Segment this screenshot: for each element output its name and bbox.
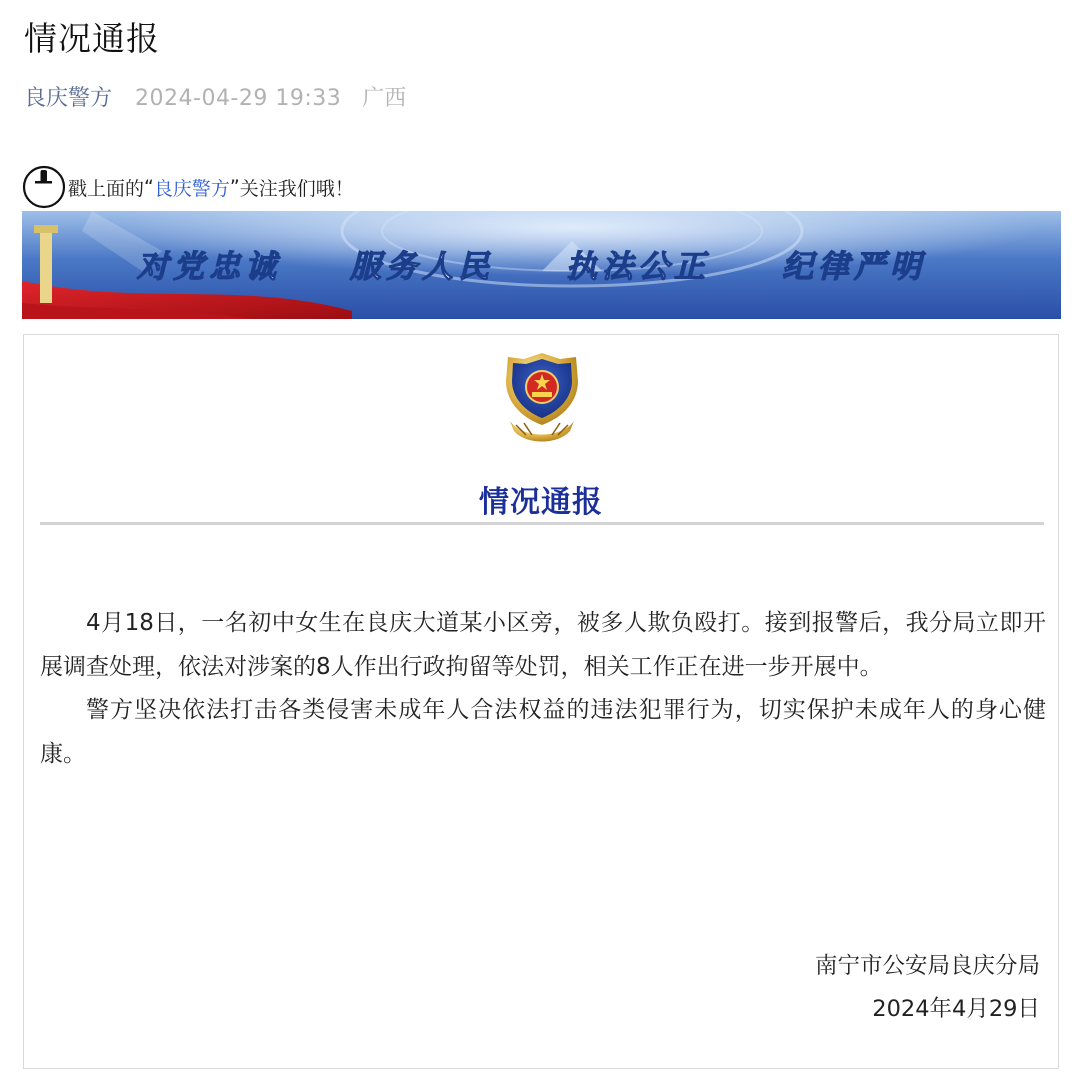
- issue-date: 2024年4月29日: [872, 996, 1040, 1022]
- follow-quote-open: “: [144, 176, 154, 198]
- notice-paragraph-1: 4月18日，一名初中女生在良庆大道某小区旁，被多人欺负殴打。接到报警后，我分局立即开展调查处理，依法对涉案的8人作出行政拘留等处罚，相关工作正在进一步开展中。: [40, 610, 1046, 680]
- issuer-name: 南宁市公安局良庆分局: [814, 953, 1040, 979]
- notice-signature: [815, 945, 1040, 1031]
- heading-divider: [40, 522, 1044, 525]
- publish-time: 2024-04-29 19:33: [135, 86, 342, 111]
- notice-card: [23, 334, 1059, 1069]
- banner-slogan-2: 服务人民: [350, 249, 494, 285]
- banner-slogan-3: 执法公正: [566, 249, 710, 285]
- police-slogan-banner: [22, 211, 1061, 319]
- police-emblem-icon: [502, 351, 582, 445]
- author-link[interactable]: 良庆警方: [24, 86, 113, 111]
- follow-account-link[interactable]: 良庆警方: [153, 177, 230, 200]
- pointing-hand-icon: [22, 165, 66, 209]
- follow-quote-close: ”: [229, 176, 240, 198]
- notice-heading: 情况通报: [479, 485, 603, 520]
- publish-location: 广西: [362, 86, 407, 111]
- follow-prompt: [22, 165, 354, 209]
- banner-slogan-1: 对党忠诚: [137, 249, 281, 285]
- follow-suffix: 关注我们哦！: [239, 177, 354, 200]
- article-meta: [24, 82, 406, 116]
- follow-prefix: 戳上面的: [68, 177, 145, 200]
- article-title: 情况通报: [24, 19, 160, 58]
- notice-body: [40, 602, 1046, 776]
- notice-paragraph-2: 警方坚决依法打击各类侵害未成年人合法权益的违法犯罪行为，切实保护未成年人的身心健康。: [40, 697, 1046, 767]
- banner-slogan-4: 纪律严明: [782, 249, 926, 285]
